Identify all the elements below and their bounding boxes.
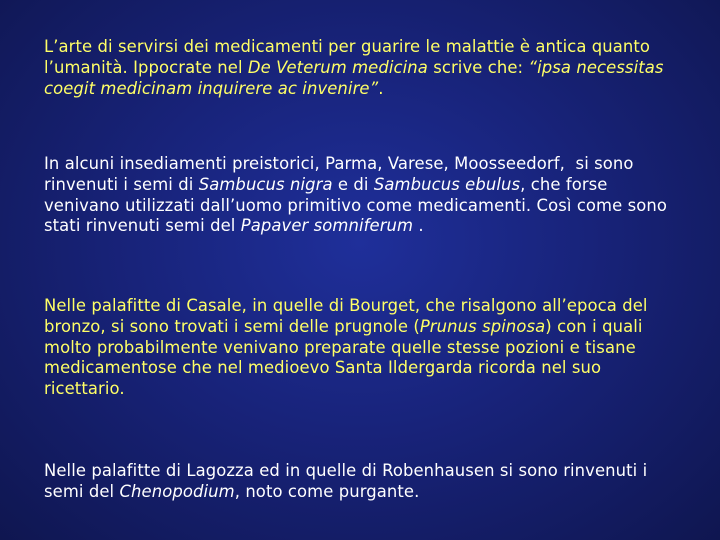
text-run: L’arte di servirsi dei medicamenti per guarire le malattie è antica quanto l’umanità. Ippocrate nel — [44, 37, 656, 77]
text-run: , noto come purgante. — [234, 481, 420, 501]
text-run-italic: “ipsa necessitas coegit medicinam inquirere ac invenire” — [44, 57, 669, 98]
text-run: scrive che: — [427, 57, 529, 77]
text-run: In alcuni insediamenti preistorici, Parma, Varese, Moosseedorf, si sono rinvenuti i semi di — [44, 154, 639, 194]
paragraph-palafitte-lagozza — [44, 461, 684, 503]
paragraph-palafitte-casale — [44, 296, 684, 400]
paragraph-ippocrate — [44, 37, 684, 99]
text-run: . — [378, 78, 384, 98]
text-run: Nelle palafitte di Lagozza ed in quelle di Robenhausen si sono rinvenuti i semi del — [44, 461, 653, 501]
text-run: ) con i quali molto probabilmente venivano preparate quelle stesse pozioni e tisane medicamentose che nel medioevo Santa Ildergarda ricorda nel suo ricettario. — [44, 316, 648, 399]
text-run: , che forse venivano utilizzati dall’uomo primitivo come medicamenti. Così come sono stati rinvenuti semi del — [44, 174, 673, 236]
text-run-italic: Sambucus nigra — [198, 174, 333, 194]
text-run-italic: De Veterum medicina — [247, 57, 428, 77]
text-run-italic: Prunus spinosa — [419, 316, 546, 336]
paragraph-insediamenti-preistorici — [44, 154, 684, 237]
text-run: Nelle palafitte di Casale, in quelle di Bourget, che risalgono all’epoca del bronzo, si sono trovati i semi delle prugnole ( — [44, 296, 653, 336]
text-run: . — [413, 216, 424, 236]
text-run-italic: Chenopodium — [119, 481, 235, 501]
text-run-italic: Sambucus ebulus — [373, 174, 521, 194]
text-run-italic: Papaver somniferum — [240, 216, 414, 236]
text-run: e di — [332, 174, 374, 194]
